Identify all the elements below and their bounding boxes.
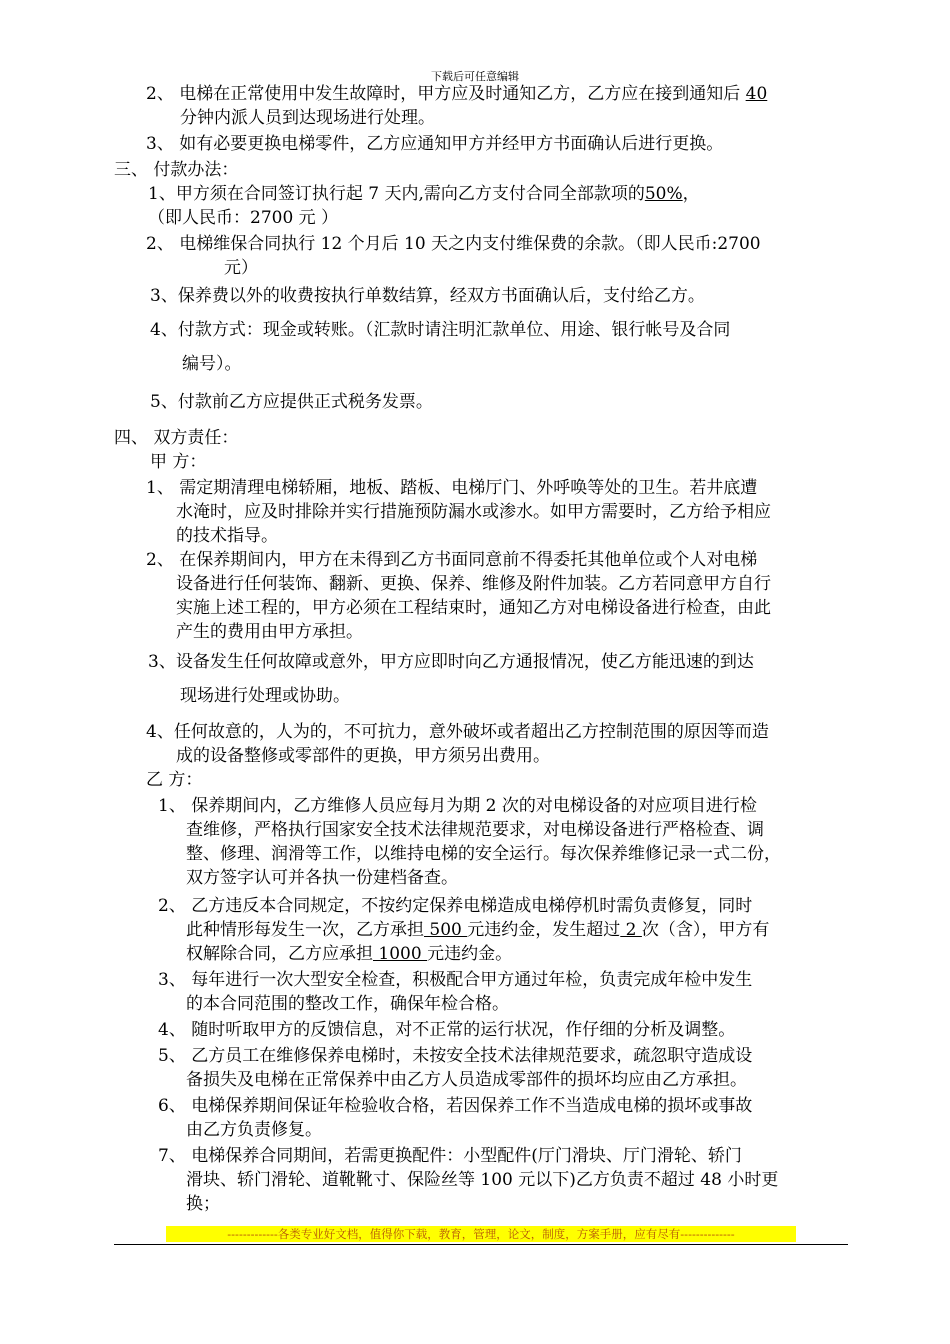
text-line: 滑块、轿门滑轮、道靴靴寸、保险丝等 100 元以下)乙方负责不超过 48 小时更 xyxy=(186,1170,779,1190)
text-line: 2、 乙方违反本合同规定，不按约定保养电梯造成电梯停机时需负责修复，同时 xyxy=(158,896,753,916)
text-line: 实施上述工程的，甲方必须在工程结束时，通知乙方对电梯设备进行检查，由此 xyxy=(176,598,771,618)
section-heading: 三、 付款办法： xyxy=(114,160,239,180)
text-line: 4、 随时听取甲方的反馈信息，对不正常的运行状况，作仔细的分析及调整。 xyxy=(158,1020,736,1040)
text-line: 设备进行任何装饰、翻新、更换、保养、维修及附件加装。乙方若同意甲方自行 xyxy=(176,574,771,594)
footer-divider xyxy=(114,1244,848,1245)
text-line: 产生的费用由甲方承担。 xyxy=(176,622,363,642)
text-line: 5、 乙方员工在维修保养电梯时，未按安全技术法律规范要求，疏忽职守造成设 xyxy=(158,1046,753,1066)
text-line: 5、付款前乙方应提供正式税务发票。 xyxy=(150,392,433,412)
text-line: 备损失及电梯在正常保养中由乙方人员造成零部件的损坏均应由乙方承担。 xyxy=(186,1070,747,1090)
subsection-heading: 甲 方： xyxy=(150,452,207,472)
text-line: 元） xyxy=(224,258,258,278)
text-line: 3、设备发生任何故障或意外，甲方应即时向乙方通报情况，使乙方能迅速的到达 xyxy=(148,652,754,672)
text-line: 权解除合同，乙方应承担 1000 元违约金。 xyxy=(186,944,513,964)
text-line: 3、 如有必要更换电梯零件，乙方应通知甲方并经甲方书面确认后进行更换。 xyxy=(146,134,724,154)
text-line: 6、 电梯保养期间保证年检验收合格，若因保养工作不当造成电梯的损坏或事故 xyxy=(158,1096,753,1116)
text-line: 编号）。 xyxy=(182,354,242,374)
text-line: 1、 需定期清理电梯轿厢，地板、踏板、电梯厅门、外呼唤等处的卫生。若井底遭 xyxy=(146,478,758,498)
text-line: 的技术指导。 xyxy=(176,526,278,546)
footer-banner: -------------各类专业好文档，值得你下载，教育，管理，论文，制度，方案手册，应有尽有-------------- xyxy=(166,1226,796,1242)
text-line: 7、 电梯保养合同期间，若需更换配件：小型配件(厅门滑块、厅门滑轮、轿门 xyxy=(158,1146,742,1166)
text-line: 由乙方负责修复。 xyxy=(186,1120,322,1140)
text-line: 的本合同范围的整改工作，确保年检合格。 xyxy=(186,994,509,1014)
text-line: 整、修理、润滑等工作，以维持电梯的安全运行。每次保养维修记录一式二份， xyxy=(186,844,781,864)
text-line: 水淹时，应及时排除并实行措施预防漏水或渗水。如甲方需要时，乙方给予相应 xyxy=(176,502,771,522)
text-line: （即人民币：2700 元 ） xyxy=(148,208,339,228)
text-line: 换； xyxy=(186,1194,220,1214)
subsection-heading: 乙 方： xyxy=(146,770,203,790)
text-line: 此种情形每发生一次，乙方承担 500 元违约金，发生超过 2 次（含），甲方有 xyxy=(186,920,770,940)
text-line: 成的设备整修或零部件的更换，甲方须另出费用。 xyxy=(176,746,550,766)
text-line: 查维修，严格执行国家安全技术法律规范要求，对电梯设备进行严格检查、调 xyxy=(186,820,764,840)
text-line: 1、甲方须在合同签订执行起 7 天内,需向乙方支付合同全部款项的50%， xyxy=(148,184,700,204)
text-line: 双方签字认可并各执一份建档备查。 xyxy=(186,868,458,888)
text-line: 4、付款方式：现金或转账。（汇款时请注明汇款单位、用途、银行帐号及合同 xyxy=(150,320,731,340)
text-line: 分钟内派人员到达现场进行处理。 xyxy=(180,108,435,128)
text-line: 2、 电梯维保合同执行 12 个月后 10 天之内支付维保费的余款。（即人民币:2700 xyxy=(146,234,761,254)
text-line: 2、 在保养期间内，甲方在未得到乙方书面同意前不得委托其他单位或个人对电梯 xyxy=(146,550,758,570)
page-header-note: 下载后可任意编辑 xyxy=(431,70,519,83)
text-line: 3、 每年进行一次大型安全检查，积极配合甲方通过年检，负责完成年检中发生 xyxy=(158,970,753,990)
text-line: 3、保养费以外的收费按执行单数结算，经双方书面确认后，支付给乙方。 xyxy=(150,286,705,306)
section-heading: 四、 双方责任： xyxy=(114,428,239,448)
text-line: 4、任何故意的，人为的，不可抗力，意外破坏或者超出乙方控制范围的原因等而造 xyxy=(146,722,769,742)
text-line: 现场进行处理或协助。 xyxy=(180,686,350,706)
text-line: 2、 电梯在正常使用中发生故障时，甲方应及时通知乙方，乙方应在接到通知后 40 xyxy=(146,84,768,104)
text-line: 1、 保养期间内，乙方维修人员应每月为期 2 次的对电梯设备的对应项目进行检 xyxy=(158,796,757,816)
